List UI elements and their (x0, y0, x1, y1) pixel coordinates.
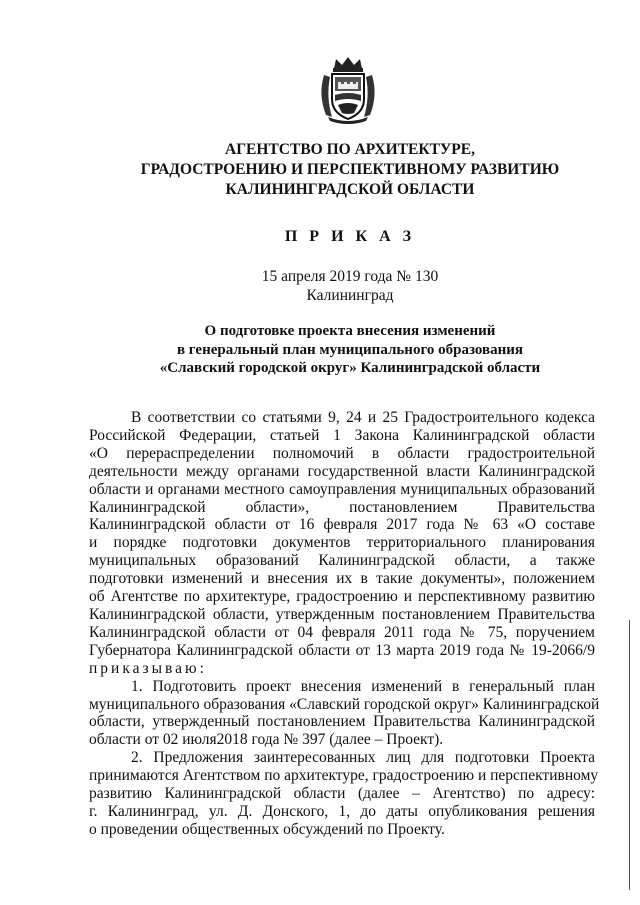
agency-line: АГЕНТСТВО ПО АРХИТЕКТУРЕ, (225, 141, 475, 158)
scan-edge-mark (629, 620, 630, 890)
body-line: о проведении общественных обсуждений по Проекту. (89, 820, 445, 838)
subject-line: «Славский городской округ» Калининградской области (159, 360, 541, 376)
body-line: Калининградской области от 04 февраля 2011 года № 75, поручением (89, 623, 595, 641)
body-line: муниципальных образований Калининградской области, а также (89, 552, 595, 570)
body-line: области от 02 июля2018 года № 397 (далее – Проект). (89, 731, 444, 749)
order-title: П Р И К А З (284, 228, 416, 245)
body-line-item-1: 1. Подготовить проект внесения изменений в генеральный план (131, 677, 595, 695)
body-line: В соответствии со статьями 9, 24 и 25 Градостроительного кодекса (131, 409, 595, 426)
order-date-number: 15 апреля 2019 года № 130 (261, 268, 439, 285)
body-line: принимаются Агентством по архитектуре, градостроению и перспективному (89, 767, 599, 785)
coat-of-arms-emblem (316, 55, 380, 125)
agency-line: КАЛИНИНГРАДСКОЙ ОБЛАСТИ (225, 181, 475, 198)
subject-line: О подготовке проекта внесения изменений (204, 323, 496, 339)
agency-name (40, 140, 640, 200)
body-line: подготовки изменений и внесения их в такие документы», положением (89, 570, 595, 588)
body-line: деятельности между органами государственной власти Калининградской (89, 462, 595, 480)
body-line: Калининградской области», постановлением Правительства (89, 498, 595, 516)
body-line-item-2: 2. Предложения заинтересованных лиц для подготовки Проекта (131, 749, 595, 767)
body-line: области, утвержденный постановлением Правительства Калининградской (89, 713, 595, 731)
order-city: Калининград (306, 287, 394, 304)
body-line: «О перераспределении полномочий в области градостроительной (89, 444, 595, 462)
body-line: развитию Калининградской области (далее – Агентство) по адресу: (89, 785, 595, 803)
body-line: муниципального образования «Славский городской округ» Калининградской (89, 695, 600, 713)
subject-line: в генеральный план муниципального образования (176, 341, 524, 358)
body-line: Губернатора Калининградской области от 13 марта 2019 года № 19-2066/9 (89, 641, 595, 659)
body-line: об Агентстве по архитектуре, градостроению и перспективному развитию (89, 588, 595, 606)
body-line: Калининградской области, утвержденным постановлением Правительства (89, 605, 595, 623)
order-subject (40, 322, 640, 378)
body-line: г. Калининград, ул. Д. Донского, 1, до даты опубликования решения (89, 802, 595, 820)
order-body (89, 409, 600, 839)
body-line: области и органами местного самоуправления муниципальных образований (89, 480, 595, 498)
body-line: и порядке подготовки документов территориального планирования (89, 534, 595, 552)
body-line: Российской Федерации, статьей 1 Закона Калининградской области (89, 426, 595, 444)
body-line-order-word: приказываю: (89, 659, 207, 677)
agency-line: ГРАДОСТРОЕНИЮ И ПЕРСПЕКТИВНОМУ РАЗВИТИЮ (140, 161, 560, 178)
body-line: Калининградской области от 16 февраля 2017 года № 63 «О составе (89, 516, 595, 534)
